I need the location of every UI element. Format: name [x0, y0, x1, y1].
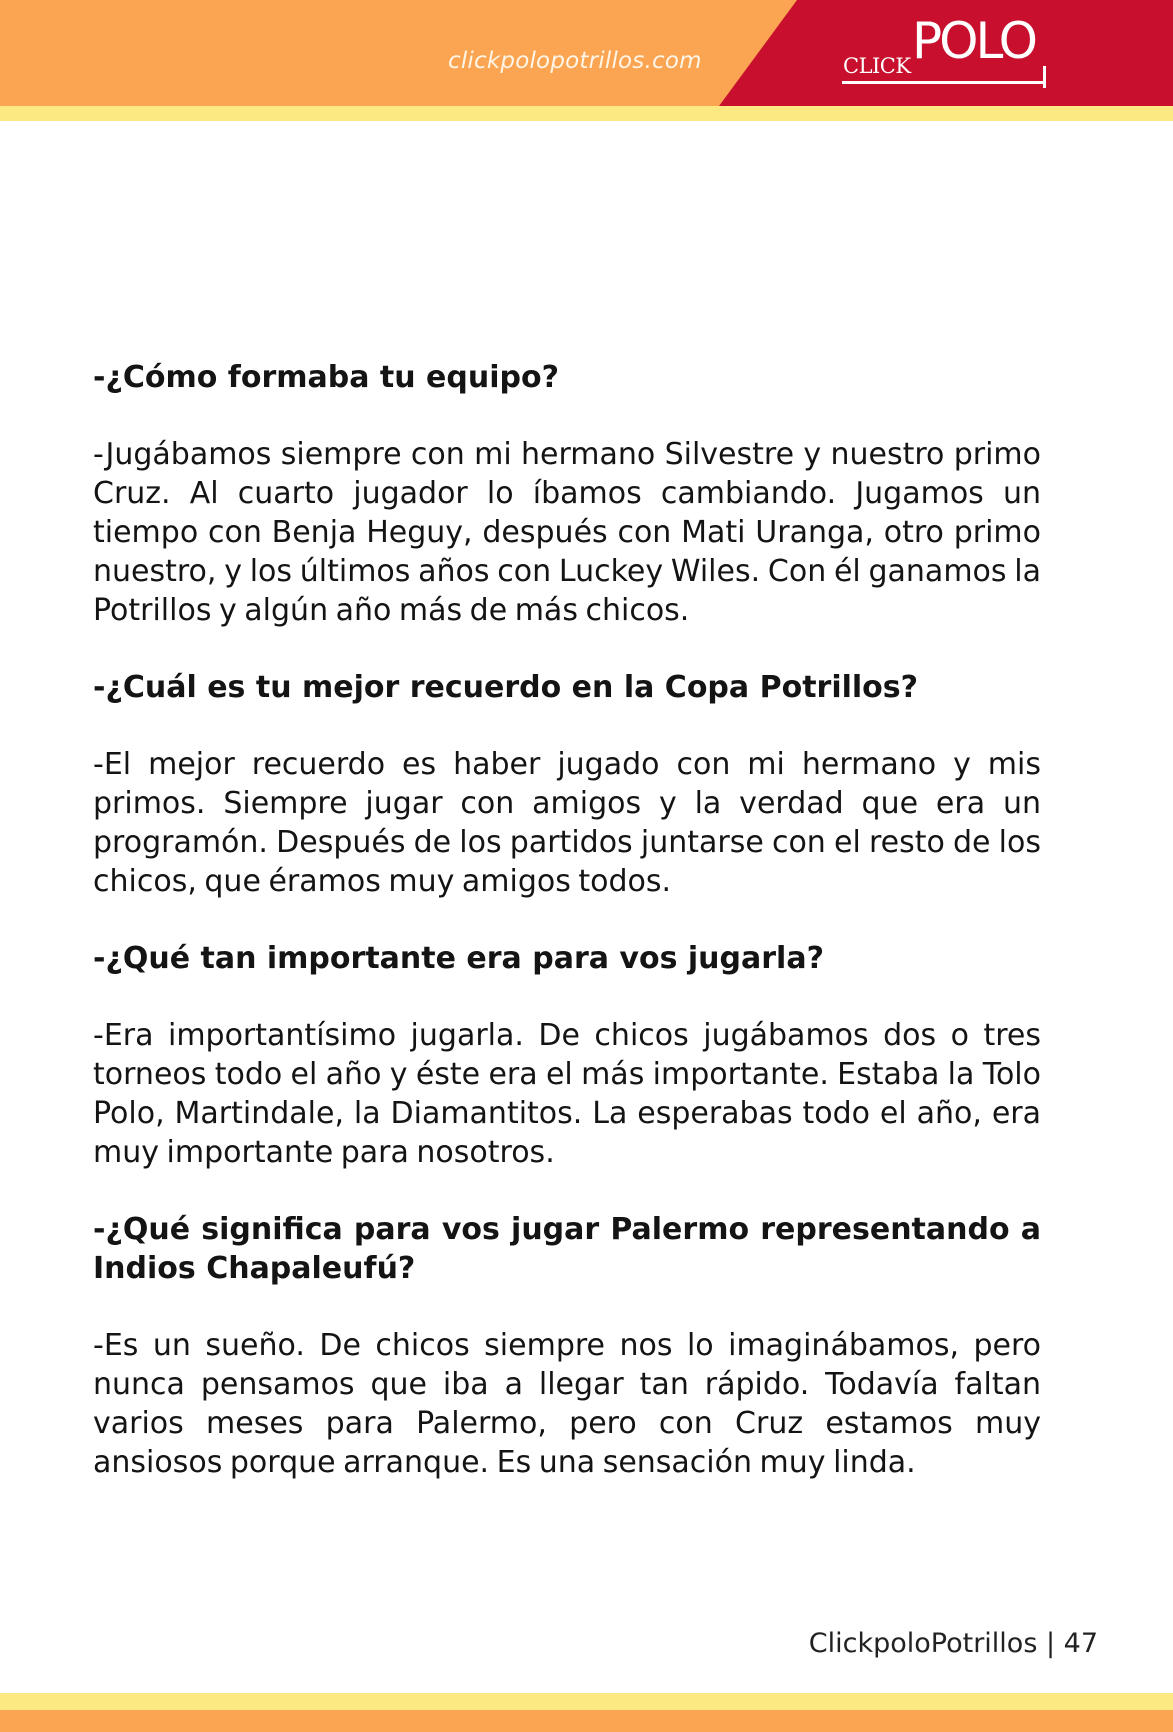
logo-polo-text: POLO	[912, 12, 1035, 70]
question-3: -¿Qué tan importante era para vos jugarla?	[93, 941, 824, 976]
answer-1: -Jugábamos siempre con mi hermano Silvestre y nuestro primo Cruz. Al cuarto jugador lo íbamos cambiando. Jugamos un tiempo con Benja Heguy, después con Mati Uranga, otro primo nuestro, y los últimos años con Luckey Wiles. Con él ganamos la Potrillos y algún año más de más chicos.	[93, 437, 1041, 628]
answer-3: -Era importantísimo jugarla. De chicos jugábamos dos o tres torneos todo el año y éste era el más importante. Estaba la Tolo Polo, Martindale, la Diamantitos. La esperabas todo el año, era muy importante para nosotros.	[93, 1018, 1041, 1170]
logo-click-text: CLICK	[843, 54, 911, 78]
clickpolo-logo	[840, 12, 1050, 94]
footer-yellow-stripe	[0, 1693, 1173, 1710]
footer-orange-band	[0, 1710, 1173, 1732]
interview-body	[93, 358, 1041, 1520]
logo-tick	[1043, 66, 1046, 88]
question-4: -¿Qué significa para vos jugar Palermo representando a Indios Chapaleufú?	[93, 1212, 1041, 1286]
header-yellow-stripe	[0, 106, 1173, 121]
logo-underline	[842, 81, 1046, 84]
site-url: clickpolopotrillos.com	[448, 48, 702, 74]
answer-4: -Es un sueño. De chicos siempre nos lo imaginábamos, pero nunca pensamos que iba a llegar tan rápido. Todavía faltan varios meses para Palermo, pero con Cruz estamos muy ansiosos porque arranque. Es una sensación muy linda.	[93, 1328, 1041, 1480]
question-2: -¿Cuál es tu mejor recuerdo en la Copa Potrillos?	[93, 670, 919, 705]
question-1: -¿Cómo formaba tu equipo?	[93, 360, 560, 395]
page-header	[0, 0, 1173, 122]
answer-2: -El mejor recuerdo es haber jugado con mi hermano y mis primos. Siempre jugar con amigos y la verdad que era un programón. Después de los partidos juntarse con el resto de los chicos, que éramos muy amigos todos.	[93, 747, 1041, 899]
page-footer-label: ClickpoloPotrillos | 47	[808, 1628, 1098, 1659]
